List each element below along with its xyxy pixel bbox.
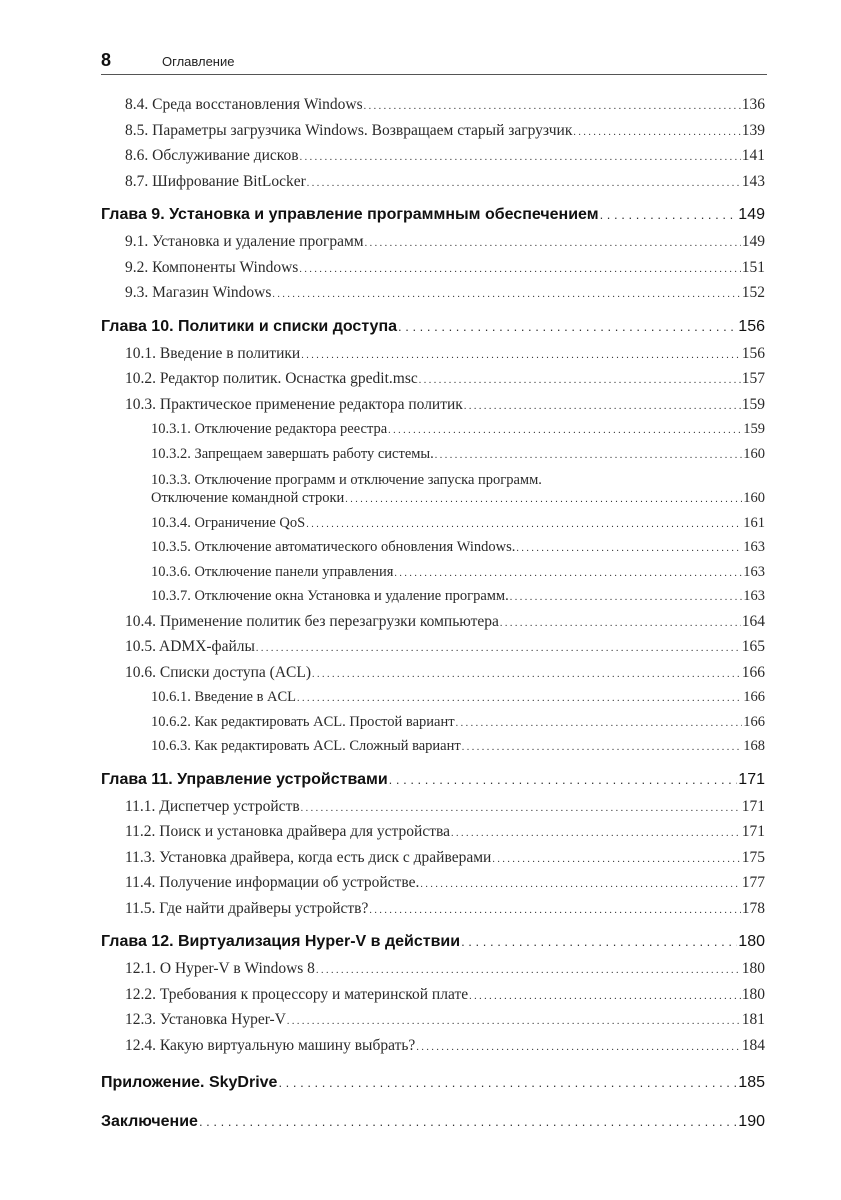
dot-leader bbox=[345, 494, 742, 505]
entry-page: 143 bbox=[741, 172, 765, 190]
entry-title: 10.5. ADMX-файлы bbox=[125, 638, 255, 655]
entry-page: 141 bbox=[741, 147, 765, 164]
entry-title: 11.2. Поиск и установка драйвера для устройства bbox=[125, 823, 450, 840]
entry-page: 139 bbox=[741, 121, 765, 139]
dot-leader bbox=[461, 934, 737, 949]
entry-title: 11.1. Диспетчер устройств bbox=[125, 797, 300, 815]
dot-leader bbox=[312, 669, 741, 680]
entry-title: 8.5. Параметры загрузчика Windows. Возвращаем старый загрузчик bbox=[125, 121, 573, 139]
toc-entry-12-3[interactable] bbox=[101, 1011, 765, 1037]
entry-page: 180 bbox=[741, 985, 765, 1003]
toc-entry-10-3[interactable] bbox=[101, 396, 765, 422]
entry-title: 9.2. Компоненты Windows bbox=[125, 258, 299, 276]
toc-entry-11-3[interactable] bbox=[101, 849, 765, 875]
dot-leader bbox=[600, 207, 738, 222]
dot-leader bbox=[469, 991, 741, 1002]
dot-leader bbox=[364, 101, 741, 112]
toc-chapter-9[interactable] bbox=[101, 206, 765, 233]
toc-entry-10-1[interactable] bbox=[101, 345, 765, 371]
dot-leader bbox=[500, 618, 741, 629]
dot-leader bbox=[394, 568, 742, 579]
toc-conclusion[interactable] bbox=[101, 1113, 765, 1140]
toc-entry-12-1[interactable] bbox=[101, 960, 765, 986]
entry-title: 11.4. Получение информации об устройстве. bbox=[125, 874, 420, 891]
entry-title: 8.6. Обслуживание дисков bbox=[125, 147, 299, 164]
toc-chapter-10[interactable] bbox=[101, 318, 765, 345]
toc-entry-8-6[interactable] bbox=[101, 147, 765, 173]
toc-entry-10-6-1[interactable] bbox=[101, 689, 765, 714]
entry-title: 9.3. Магазин Windows bbox=[125, 284, 272, 301]
dot-leader bbox=[297, 693, 742, 704]
dot-leader bbox=[369, 905, 740, 916]
toc-appendix[interactable] bbox=[101, 1074, 765, 1101]
toc-entry-11-4[interactable] bbox=[101, 874, 765, 900]
toc-entry-12-4[interactable] bbox=[101, 1037, 765, 1063]
toc-entry-11-5[interactable] bbox=[101, 900, 765, 926]
entry-page: 156 bbox=[741, 344, 765, 362]
dot-leader bbox=[300, 152, 741, 163]
dot-leader bbox=[419, 375, 741, 386]
entry-title: 11.3. Установка драйвера, когда есть диск с драйверами bbox=[125, 848, 492, 866]
dot-leader bbox=[416, 1042, 740, 1053]
dot-leader bbox=[307, 178, 741, 189]
entry-title: 10.6. Списки доступа (ACL) bbox=[125, 663, 311, 681]
chapter-page: 156 bbox=[738, 317, 765, 335]
toc-entry-10-3-3-line1[interactable]: 10.3.3. Отключение программ и отключение запуска программ. bbox=[151, 472, 542, 488]
chapter-page: 149 bbox=[738, 206, 765, 223]
dot-leader bbox=[272, 289, 740, 300]
entry-page: 180 bbox=[741, 960, 765, 977]
dot-leader bbox=[388, 425, 742, 436]
dot-leader bbox=[365, 238, 741, 249]
entry-title: 10.1. Введение в политики bbox=[125, 344, 301, 362]
entry-page: 177 bbox=[741, 874, 765, 891]
table-of-contents bbox=[101, 96, 765, 1140]
entry-page: 166 bbox=[741, 663, 765, 681]
toc-entry-11-2[interactable] bbox=[101, 823, 765, 849]
entry-title: 12.3. Установка Hyper-V bbox=[125, 1011, 286, 1028]
dot-leader bbox=[256, 643, 741, 654]
entry-title: 10.4. Применение политик без перезагрузки компьютера bbox=[125, 612, 499, 630]
entry-page: 160 bbox=[743, 445, 765, 462]
toc-entry-10-2[interactable] bbox=[101, 370, 765, 396]
entry-title: 10.3.1. Отключение редактора реестра bbox=[151, 421, 388, 437]
entry-page: 152 bbox=[741, 284, 765, 301]
entry-title: 10.2. Редактор политик. Оснастка gpedit.msc bbox=[125, 370, 418, 387]
entry-page: 163 bbox=[743, 563, 765, 580]
entry-page: 163 bbox=[743, 588, 765, 604]
entry-page: 166 bbox=[743, 713, 765, 730]
toc-entry-10-3-3[interactable] bbox=[101, 490, 765, 515]
dot-leader bbox=[516, 543, 742, 554]
toc-entry-9-3[interactable] bbox=[101, 284, 765, 310]
entry-page: 149 bbox=[741, 233, 765, 250]
entry-page: 157 bbox=[741, 370, 765, 387]
running-title: Оглавление bbox=[162, 54, 235, 69]
toc-chapter-12[interactable] bbox=[101, 933, 765, 960]
entry-page: 159 bbox=[741, 395, 765, 413]
entry-page: 159 bbox=[743, 421, 765, 437]
entry-title: 10.3.4. Ограничение QoS bbox=[151, 514, 306, 531]
page-header bbox=[101, 50, 767, 74]
toc-entry-10-4[interactable] bbox=[101, 613, 765, 639]
entry-title: 12.1. О Hyper-V в Windows 8 bbox=[125, 960, 315, 977]
chapter-title: Заключение bbox=[101, 1113, 198, 1130]
entry-page: 184 bbox=[741, 1036, 765, 1054]
entry-page: 160 bbox=[743, 490, 765, 506]
entry-title: 10.6.2. Как редактировать ACL. Простой вариант bbox=[151, 713, 455, 730]
toc-entry-9-1[interactable] bbox=[101, 233, 765, 259]
entry-page: 181 bbox=[741, 1011, 765, 1028]
chapter-title: Приложение. SkyDrive bbox=[101, 1074, 278, 1091]
dot-leader bbox=[573, 127, 740, 138]
chapter-page: 180 bbox=[738, 933, 765, 950]
dot-leader bbox=[435, 450, 742, 461]
chapter-page: 190 bbox=[738, 1113, 765, 1130]
toc-entry-10-6[interactable] bbox=[101, 664, 765, 690]
header-rule bbox=[101, 74, 767, 75]
entry-page: 171 bbox=[741, 797, 765, 815]
toc-entry-8-7[interactable] bbox=[101, 173, 765, 199]
dot-leader bbox=[464, 401, 741, 412]
entry-page: 166 bbox=[743, 689, 765, 705]
entry-title: 12.4. Какую виртуальную машину выбрать? bbox=[125, 1036, 416, 1054]
entry-title: 10.6.1. Введение в ACL bbox=[151, 689, 297, 705]
dot-leader bbox=[462, 742, 743, 753]
entry-title: 9.1. Установка и удаление программ bbox=[125, 233, 364, 250]
dot-leader bbox=[316, 965, 741, 976]
toc-entry-10-6-2[interactable] bbox=[101, 714, 765, 739]
entry-title: 12.2. Требования к процессору и материнской плате bbox=[125, 985, 469, 1003]
dot-leader bbox=[398, 319, 737, 334]
chapter-title: Глава 9. Установка и управление программным обеспечением bbox=[101, 206, 599, 223]
entry-page: 171 bbox=[741, 823, 765, 840]
entry-title: 11.5. Где найти драйверы устройств? bbox=[125, 899, 369, 917]
chapter-page: 171 bbox=[738, 770, 765, 788]
page-number: 8 bbox=[101, 50, 112, 70]
entry-page: 168 bbox=[743, 738, 765, 754]
toc-entry-10-3-7[interactable] bbox=[101, 588, 765, 613]
dot-leader bbox=[492, 854, 740, 865]
entry-title: 8.7. Шифрование BitLocker bbox=[125, 172, 306, 190]
entry-title: 10.3. Практическое применение редактора политик bbox=[125, 395, 463, 413]
dot-leader bbox=[299, 264, 740, 275]
toc-entry-9-2[interactable] bbox=[101, 259, 765, 285]
entry-title: 8.4. Среда восстановления Windows bbox=[125, 96, 363, 113]
entry-title: 10.3.5. Отключение автоматического обновления Windows. bbox=[151, 539, 516, 555]
entry-page: 164 bbox=[741, 612, 765, 630]
entry-page: 178 bbox=[741, 899, 765, 917]
toc-entry-8-4[interactable] bbox=[101, 96, 765, 122]
dot-leader bbox=[199, 1114, 737, 1129]
toc-entry-10-3-4[interactable] bbox=[101, 515, 765, 540]
toc-entry-10-3-2[interactable] bbox=[101, 446, 765, 471]
dot-leader bbox=[306, 519, 742, 530]
entry-title: 10.6.3. Как редактировать ACL. Сложный вариант bbox=[151, 738, 461, 754]
dot-leader bbox=[301, 350, 741, 361]
dot-leader bbox=[287, 1016, 741, 1027]
toc-entry-11-1[interactable] bbox=[101, 798, 765, 824]
entry-title: 10.3.7. Отключение окна Установка и удаление программ. bbox=[151, 588, 509, 604]
dot-leader bbox=[301, 803, 741, 814]
toc-entry-10-3-1[interactable] bbox=[101, 421, 765, 446]
dot-leader bbox=[278, 1075, 737, 1090]
chapter-page: 185 bbox=[738, 1074, 765, 1091]
toc-entry-10-5[interactable] bbox=[101, 638, 765, 664]
dot-leader bbox=[510, 592, 743, 603]
entry-page: 175 bbox=[741, 848, 765, 866]
toc-chapter-11[interactable] bbox=[101, 771, 765, 798]
entry-page: 165 bbox=[741, 638, 765, 655]
toc-entry-10-3-5[interactable] bbox=[101, 539, 765, 564]
chapter-title: Глава 10. Политики и списки доступа bbox=[101, 317, 398, 335]
toc-entry-8-5[interactable] bbox=[101, 122, 765, 148]
entry-title: 10.3.2. Запрещаем завершать работу системы. bbox=[151, 445, 434, 462]
dot-leader bbox=[456, 718, 743, 729]
entry-page: 161 bbox=[743, 514, 765, 531]
entry-title: 10.3.6. Отключение панели управления bbox=[151, 563, 394, 580]
entry-page: 136 bbox=[741, 96, 765, 113]
dot-leader bbox=[420, 879, 740, 890]
entry-page: 163 bbox=[743, 539, 765, 555]
dot-leader bbox=[389, 772, 738, 787]
chapter-title: Глава 11. Управление устройствами bbox=[101, 770, 388, 788]
toc-entry-10-3-6[interactable] bbox=[101, 564, 765, 589]
entry-page: 151 bbox=[741, 258, 765, 276]
toc-entry-10-6-3[interactable] bbox=[101, 738, 765, 763]
entry-title: Отключение командной строки bbox=[151, 490, 345, 506]
toc-entry-12-2[interactable] bbox=[101, 986, 765, 1012]
dot-leader bbox=[451, 828, 741, 839]
chapter-title: Глава 12. Виртуализация Hyper-V в действии bbox=[101, 933, 461, 950]
